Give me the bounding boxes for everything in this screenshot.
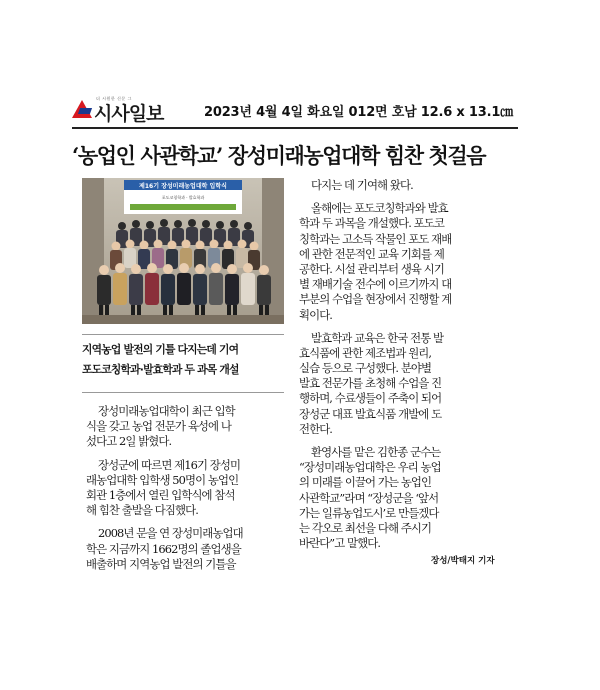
article-text-line: 발효 전문가를 초청해 수업을 진 — [299, 376, 442, 391]
article-text-line: 섰다고 2일 밝혔다. — [86, 434, 172, 449]
article-text-line: 배출하며 지역농업 발전의 기틀을 — [86, 556, 236, 571]
article-text-line: 칭학과는 고소득 작물인 포도 재배 — [299, 231, 452, 246]
article-text-line: 전한다. — [299, 421, 333, 436]
article-text-line: 바란다”고 말했다. — [299, 536, 381, 551]
subhead-bottom-rule — [82, 392, 284, 393]
group-photo-image — [82, 178, 284, 324]
article-text-line: 래농업대학 입학생 50명이 농업인 — [86, 472, 239, 487]
article-left-column — [86, 404, 286, 572]
article-text-line: 실습 등으로 구성했다. 분야별 — [299, 361, 432, 376]
article-text-line: 효식품에 관한 제조법과 원리, — [299, 345, 432, 360]
newspaper-name: 시사일보 — [94, 103, 164, 125]
article-text-line: 학과 두 과목을 개설했다. 포도코 — [299, 216, 444, 231]
paragraph-gap — [299, 323, 509, 331]
article-text-line: 식을 갖고 농업 전문가 육성에 나 — [86, 419, 231, 434]
paragraph-gap — [299, 437, 509, 445]
article-text-line: 사관학교”라며 “장성군을 ‘앞서 — [299, 490, 439, 505]
byline: 장성/박태지 기자 — [431, 556, 495, 566]
article-text-line: 해 힘찬 출발을 다짐했다. — [86, 503, 198, 518]
article-right-column — [299, 178, 509, 551]
article-text-line: 올해에는 포도코칭학과와 발효 — [311, 201, 448, 216]
article-text-line: 행하며, 수료생들이 주축이 되어 — [299, 391, 442, 406]
article-text-line: 공한다. 시설 관리부터 생육 시기 — [299, 261, 444, 276]
article-text-line: 부분의 수업을 현장에서 진행할 계 — [299, 292, 452, 307]
headline: ‘농업인 사관학교’ 장성미래농업대학 힘찬 첫걸음 — [72, 143, 486, 168]
article-text-line: 장성군 대표 발효식품 개발에 도 — [299, 406, 442, 421]
paragraph-gap — [299, 193, 509, 201]
article-text-line: 의 미래를 이끌어 가는 농업인 — [299, 475, 432, 490]
logo-tagline: 더 시원한 신문 그 — [96, 96, 132, 101]
banner-title: 제16기 장성미래농업대학 입학식 — [139, 183, 227, 190]
article-text-line: “장성미래농업대학은 우리 농업 — [299, 460, 441, 475]
article-text-line: 발효학과 교육은 한국 전통 발 — [311, 330, 444, 345]
article-text-line: 회관 1층에서 열린 입학식에 참석 — [86, 487, 235, 502]
subhead-top-rule — [82, 334, 284, 335]
article-text-line: 학은 지금까지 1662명의 졸업생을 — [86, 541, 241, 556]
dateline: 2023년 4월 4일 화요일 012면 호남 12.6 x 13.1㎝ — [204, 105, 513, 120]
paragraph-gap — [86, 518, 286, 526]
article-text-line: 별 재배기술 전수에 이르기까지 대 — [299, 277, 452, 292]
newspaper-logo — [72, 96, 192, 124]
article-text-line: 다지는 데 기여해 왔다. — [311, 178, 413, 192]
subheading — [82, 340, 282, 380]
banner-subtitle: 포도코칭학과 · 발효학과 — [161, 195, 205, 200]
paragraph-gap — [86, 450, 286, 458]
article-text-line: 에 관한 전문적인 교육 기회를 제 — [299, 246, 444, 261]
article-text-line: 는 각오로 최선을 다해 주시기 — [299, 520, 432, 535]
article-text-line: 장성미래농업대학이 최근 입학 — [98, 404, 235, 418]
article-text-line: 획이다. — [299, 307, 333, 322]
ceremony-photo — [82, 178, 284, 324]
article-text-line: 2008년 문을 연 장성미래농업대 — [98, 526, 243, 541]
subheading-line-1: 지역농업 발전의 기틀 다지는데 기여 — [82, 343, 239, 356]
masthead-rule — [72, 127, 518, 129]
subheading-line-2: 포도코칭학과·발효학과 두 과목 개설 — [82, 363, 239, 376]
article-text-line: 환영사를 맡은 김한종 군수는 — [311, 445, 441, 459]
people-group — [97, 219, 271, 315]
logo-mark-icon — [72, 100, 92, 118]
article-text-line: 가는 일류농업도시’로 만들겠다 — [299, 505, 439, 520]
article-text-line: 장성군에 따르면 제16기 장성미 — [98, 457, 241, 472]
